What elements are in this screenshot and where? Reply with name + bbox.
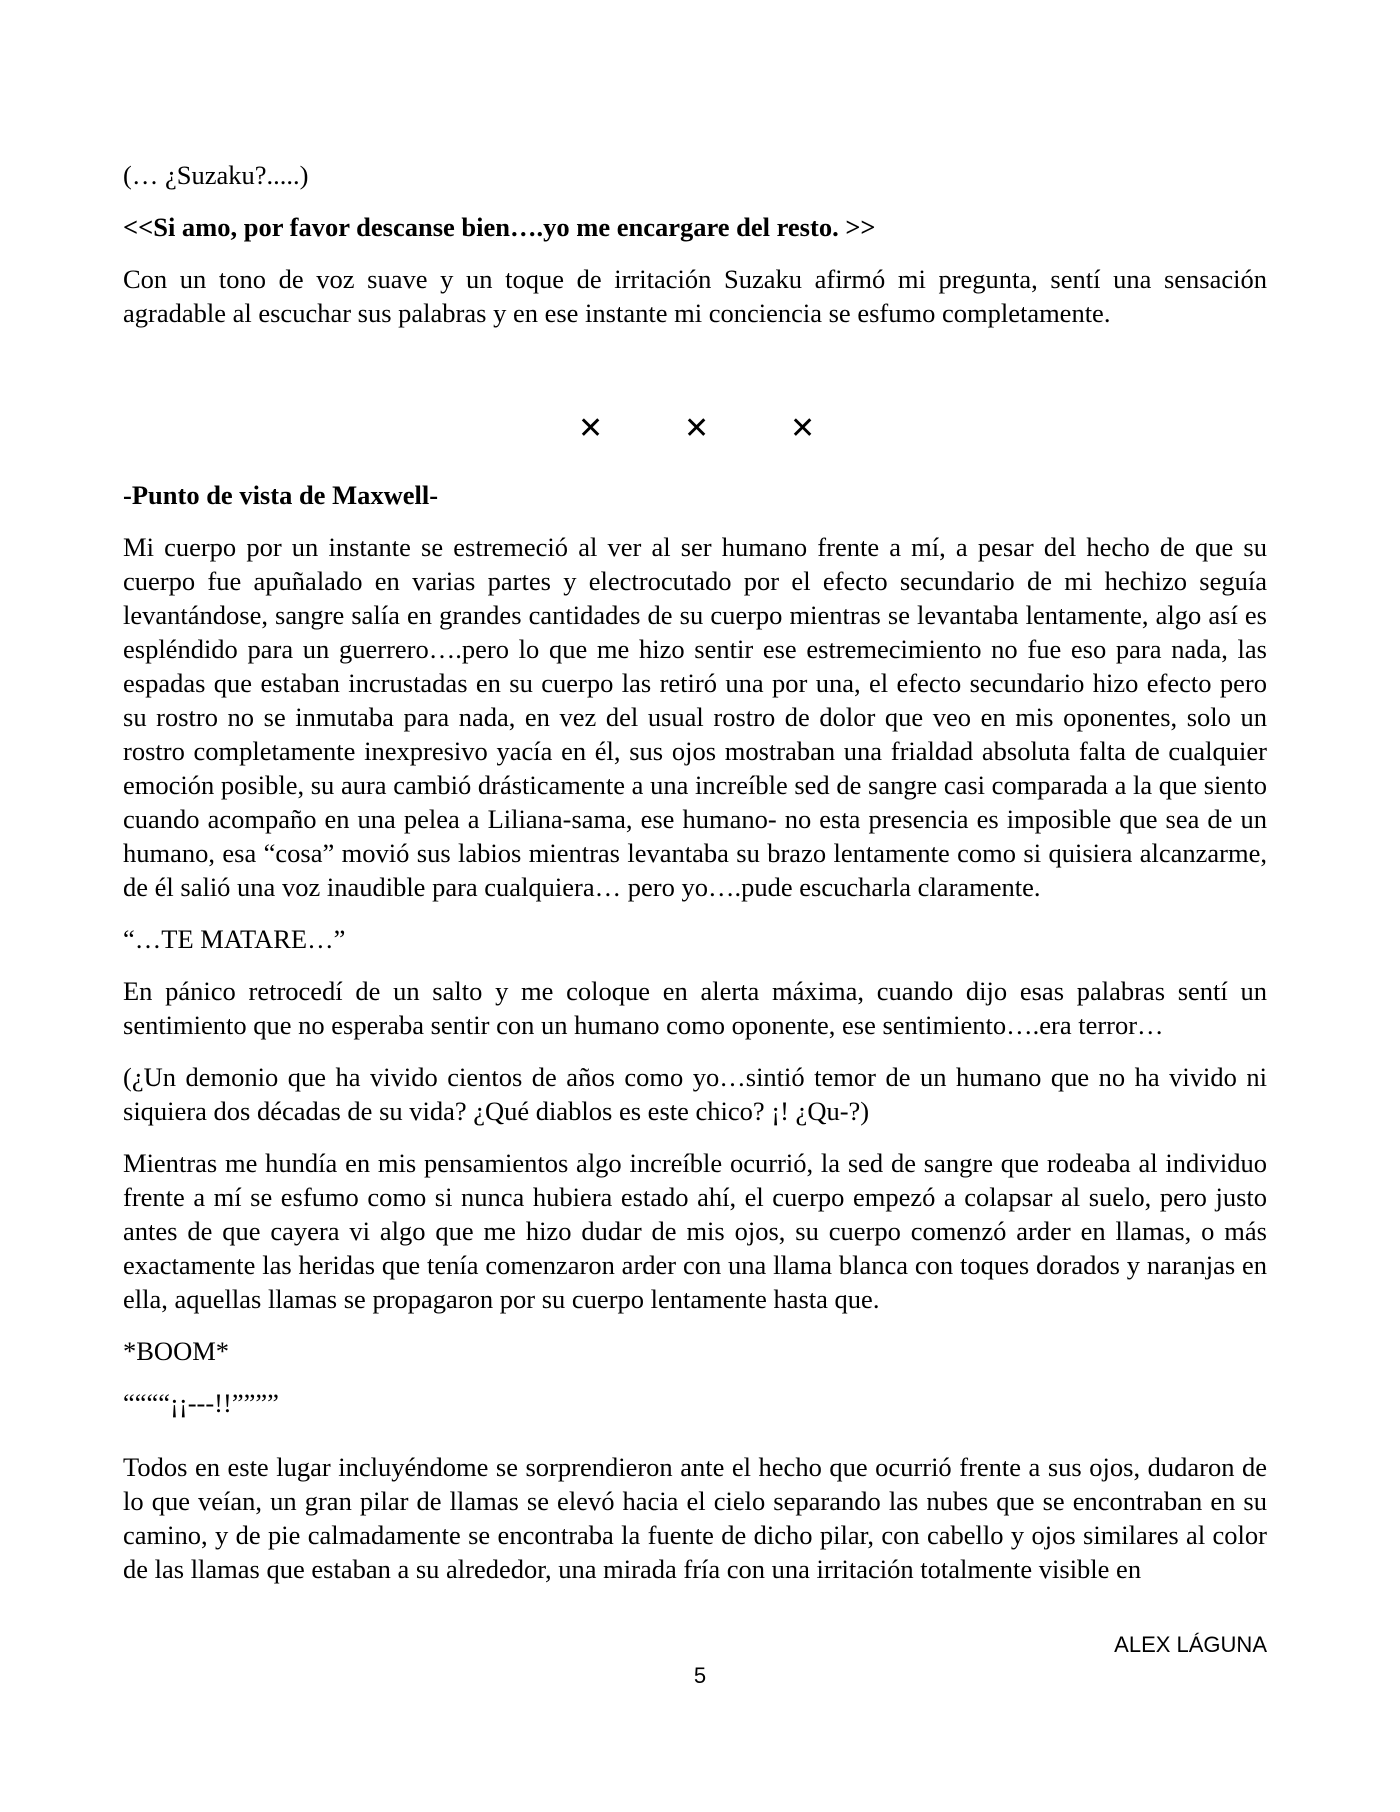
paragraph-suzaku-reply: <<Si amo, por favor descanse bien….yo me encargare del resto. >> [123,212,876,242]
paragraph-exclamation: ““““¡¡---!!”””” [123,1388,279,1418]
cross-mark-icon: ✕ [578,411,604,446]
cross-mark-icon: ✕ [790,411,816,446]
page-body [123,158,1267,1604]
paragraph-panic: En pánico retrocedí de un salto y me coloque en alerta máxima, cuando dijo esas palabras sentí un sentimiento que no esperaba sentir con un humano como oponente, ese sentimiento….era terror… [123,976,1267,1040]
cross-mark-icon: ✕ [684,411,710,446]
paragraph-consciousness: Con un tono de voz suave y un toque de irritación Suzaku afirmó mi pregunta, sentí una sensación agradable al escuchar sus palabras y en ese instante mi conciencia se esfumo completamente. [123,264,1267,328]
paragraph-flames: Mientras me hundía en mis pensamientos algo increíble ocurrió, la sed de sangre que rodeaba al individuo frente a mí se esfumo como si nunca hubiera estado ahí, el cuerpo empezó a colapsar al suelo, pero justo antes de que cayera vi algo que me hizo dudar de mis ojos, su cuerpo comenzó arder en llamas, o más exactamente las heridas que tenía comenzaron arder con una llama blanca con toques dorados y naranjas en ella, aquellas llamas se propagaron por su cuerpo lentamente hasta que. [123,1148,1267,1314]
footer-author: ALEX LÁGUNA [1114,1632,1267,1657]
paragraph-pillar: Todos en este lugar incluyéndome se sorprendieron ante el hecho que ocurrió frente a sus ojos, dudaron de lo que veían, un gran pilar de llamas se elevó hacia el cielo separando las nubes que se encontraban en su camino, y de pie calmadamente se encontraba la fuente de dicho pilar, con cabello y ojos similares al color de las llamas que estaban a su alrededor, una mirada fría con una irritación totalmente visible en [123,1452,1267,1584]
page-number: 5 [693,1663,707,1688]
paragraph-maxwell-view: Mi cuerpo por un instante se estremeció al ver al ser humano frente a mí, a pesar del hecho de que su cuerpo fue apuñalado en varias partes y electrocutado por el efecto secundario de mi hechizo seguía levantándose, sangre salía en grandes cantidades de su cuerpo mientras se levantaba lentamente, algo así es espléndido para un guerrero….pero lo que me hizo sentir ese estremecimiento no fue eso para nada, las espadas que estaban incrustadas en su cuerpo las retiró una por una, el efecto secundario hizo efecto pero su rostro no se inmutaba para nada, en vez del usual rostro de dolor que veo en mis oponentes, solo un rostro completamente inexpresivo yacía en él, sus ojos mostraban una frialdad absoluta falta de cualquier emoción posible, su aura cambió drásticamente a una increíble sed de sangre casi comparada a la que siento cuando acompaño en una pelea a Liliana-sama, ese humano- no esta presencia es imposible que sea de un humano, esa “cosa” movió sus labios mientras levantaba su brazo lentamente como si quisiera alcanzarme, de él salió una voz inaudible para cualquiera… pero yo….pude escucharla claramente. [123,532,1267,902]
section-heading: -Punto de vista de Maxwell- [123,480,439,510]
paragraph-suzaku-question: (… ¿Suzaku?.....) [123,160,309,190]
paragraph-boom: *BOOM* [123,1336,230,1366]
scene-separator [123,348,1267,478]
paragraph-demon-thought: (¿Un demonio que ha vivido cientos de años como yo…sintió temor de un humano que no ha vivido ni siquiera dos décadas de su vida? ¿Qué diablos es este chico? ¡! ¿Qu-?) [123,1062,1267,1126]
paragraph-te-matare: “…TE MATARE…” [123,924,346,954]
